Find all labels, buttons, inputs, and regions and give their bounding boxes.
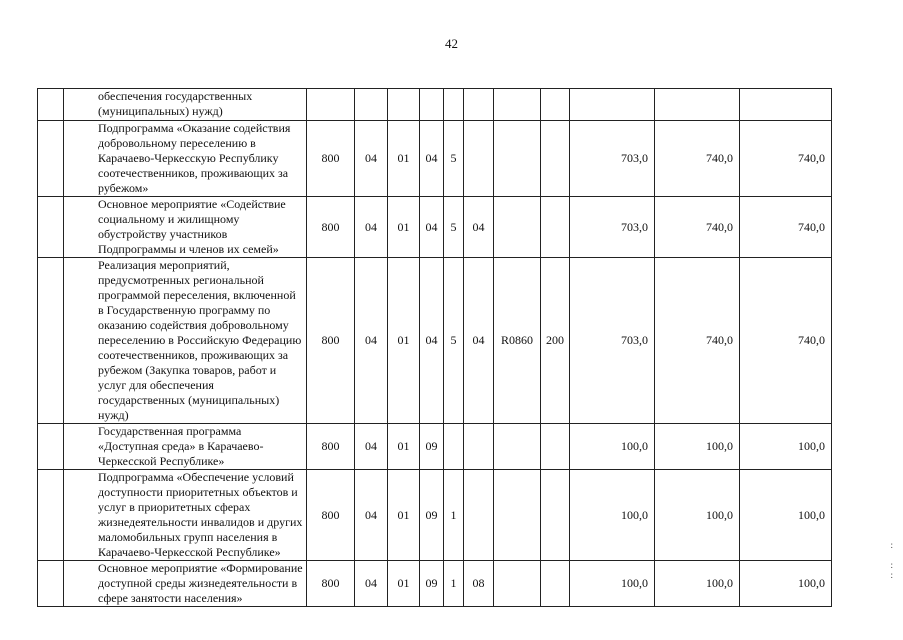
event-cell [464, 424, 494, 470]
amount-year1-cell: 703,0 [570, 197, 655, 258]
program-cell: 04 [420, 258, 444, 424]
subsection-cell: 01 [388, 121, 420, 197]
section-cell: 04 [355, 258, 388, 424]
amount-year2-cell: 100,0 [655, 561, 740, 607]
subprogram-cell [444, 89, 464, 121]
amount-year3-cell: 100,0 [740, 561, 832, 607]
admin-code-cell: 800 [307, 424, 355, 470]
amount-year3-cell [740, 89, 832, 121]
direction-cell: R0860 [494, 258, 541, 424]
amount-year3-cell: 100,0 [740, 470, 832, 561]
admin-code-cell: 800 [307, 561, 355, 607]
amount-year1-cell: 100,0 [570, 470, 655, 561]
amount-year2-cell: 740,0 [655, 121, 740, 197]
subsection-cell [388, 89, 420, 121]
row-margin-cell [38, 197, 64, 258]
table-row [38, 89, 832, 121]
program-cell: 09 [420, 424, 444, 470]
page-number: 42 [445, 36, 458, 51]
amount-year1-cell: 100,0 [570, 424, 655, 470]
event-cell [464, 121, 494, 197]
row-margin-cell [38, 424, 64, 470]
expense-type-cell [541, 470, 570, 561]
amount-year1-cell [570, 89, 655, 121]
program-cell: 04 [420, 197, 444, 258]
section-cell: 04 [355, 424, 388, 470]
subprogram-cell [444, 424, 464, 470]
amount-year2-cell: 740,0 [655, 258, 740, 424]
row-margin-cell [38, 121, 64, 197]
amount-year2-cell: 100,0 [655, 424, 740, 470]
table-row [38, 197, 832, 258]
admin-code-cell: 800 [307, 258, 355, 424]
table-row [38, 258, 832, 424]
expense-type-cell: 200 [541, 258, 570, 424]
row-name: обеспечения государственных (муниципальных) нужд) [64, 89, 307, 121]
subsection-cell: 01 [388, 561, 420, 607]
amount-year1-cell: 703,0 [570, 121, 655, 197]
program-cell: 09 [420, 561, 444, 607]
direction-cell [494, 121, 541, 197]
row-name: Государственная программа «Доступная среда» в Карачаево-Черкесской Республике» [64, 424, 307, 470]
subsection-cell: 01 [388, 470, 420, 561]
direction-cell [494, 561, 541, 607]
row-margin-cell [38, 89, 64, 121]
subsection-cell: 01 [388, 258, 420, 424]
amount-year2-cell: 740,0 [655, 197, 740, 258]
program-cell [420, 89, 444, 121]
section-cell: 04 [355, 561, 388, 607]
margin-marks: : : : [890, 540, 893, 580]
admin-code-cell [307, 89, 355, 121]
subsection-cell: 01 [388, 424, 420, 470]
amount-year3-cell: 740,0 [740, 258, 832, 424]
expense-type-cell [541, 424, 570, 470]
event-cell: 08 [464, 561, 494, 607]
admin-code-cell: 800 [307, 470, 355, 561]
amount-year3-cell: 100,0 [740, 424, 832, 470]
amount-year1-cell: 100,0 [570, 561, 655, 607]
section-cell [355, 89, 388, 121]
row-margin-cell [38, 258, 64, 424]
subprogram-cell: 1 [444, 470, 464, 561]
subsection-cell: 01 [388, 197, 420, 258]
amount-year1-cell: 703,0 [570, 258, 655, 424]
event-cell: 04 [464, 258, 494, 424]
expense-type-cell [541, 121, 570, 197]
amount-year2-cell [655, 89, 740, 121]
expense-type-cell [541, 89, 570, 121]
row-name: Подпрограмма «Оказание содействия добровольному переселению в Карачаево-Черкесскую Республику соотечественников, проживающих за рубежом» [64, 121, 307, 197]
direction-cell [494, 424, 541, 470]
subprogram-cell: 5 [444, 197, 464, 258]
event-cell [464, 89, 494, 121]
section-cell: 04 [355, 121, 388, 197]
amount-year2-cell: 100,0 [655, 470, 740, 561]
row-name: Основное мероприятие «Формирование доступной среды жизнедеятельности в сфере занятости населения» [64, 561, 307, 607]
row-margin-cell [38, 470, 64, 561]
amount-year3-cell: 740,0 [740, 197, 832, 258]
subprogram-cell: 5 [444, 121, 464, 197]
row-margin-cell [38, 561, 64, 607]
direction-cell [494, 470, 541, 561]
event-cell [464, 470, 494, 561]
subprogram-cell: 1 [444, 561, 464, 607]
row-name: Реализация мероприятий, предусмотренных региональной программой переселения, включенной в Государственную программу по оказанию содействия добровольному переселению в Российскую Федерацию соотечественников, проживающих за рубежом (Закупка товаров, работ и услуг для обеспечения государственных (муниципальных) нужд) [64, 258, 307, 424]
table-row [38, 561, 832, 607]
table-row [38, 470, 832, 561]
program-cell: 09 [420, 470, 444, 561]
program-cell: 04 [420, 121, 444, 197]
expense-type-cell [541, 561, 570, 607]
admin-code-cell: 800 [307, 121, 355, 197]
subprogram-cell: 5 [444, 258, 464, 424]
amount-year3-cell: 740,0 [740, 121, 832, 197]
section-cell: 04 [355, 470, 388, 561]
admin-code-cell: 800 [307, 197, 355, 258]
row-name: Подпрограмма «Обеспечение условий доступности приоритетных объектов и услуг в приоритетных сферах жизнедеятельности инвалидов и других маломобильных групп населения в Карачаево-Черкесской Республике» [64, 470, 307, 561]
event-cell: 04 [464, 197, 494, 258]
expense-type-cell [541, 197, 570, 258]
budget-table [37, 88, 832, 607]
section-cell: 04 [355, 197, 388, 258]
direction-cell [494, 197, 541, 258]
table-row [38, 424, 832, 470]
row-name: Основное мероприятие «Содействие социальному и жилищному обустройству участников Подпрограммы и членов их семей» [64, 197, 307, 258]
direction-cell [494, 89, 541, 121]
table-row [38, 121, 832, 197]
